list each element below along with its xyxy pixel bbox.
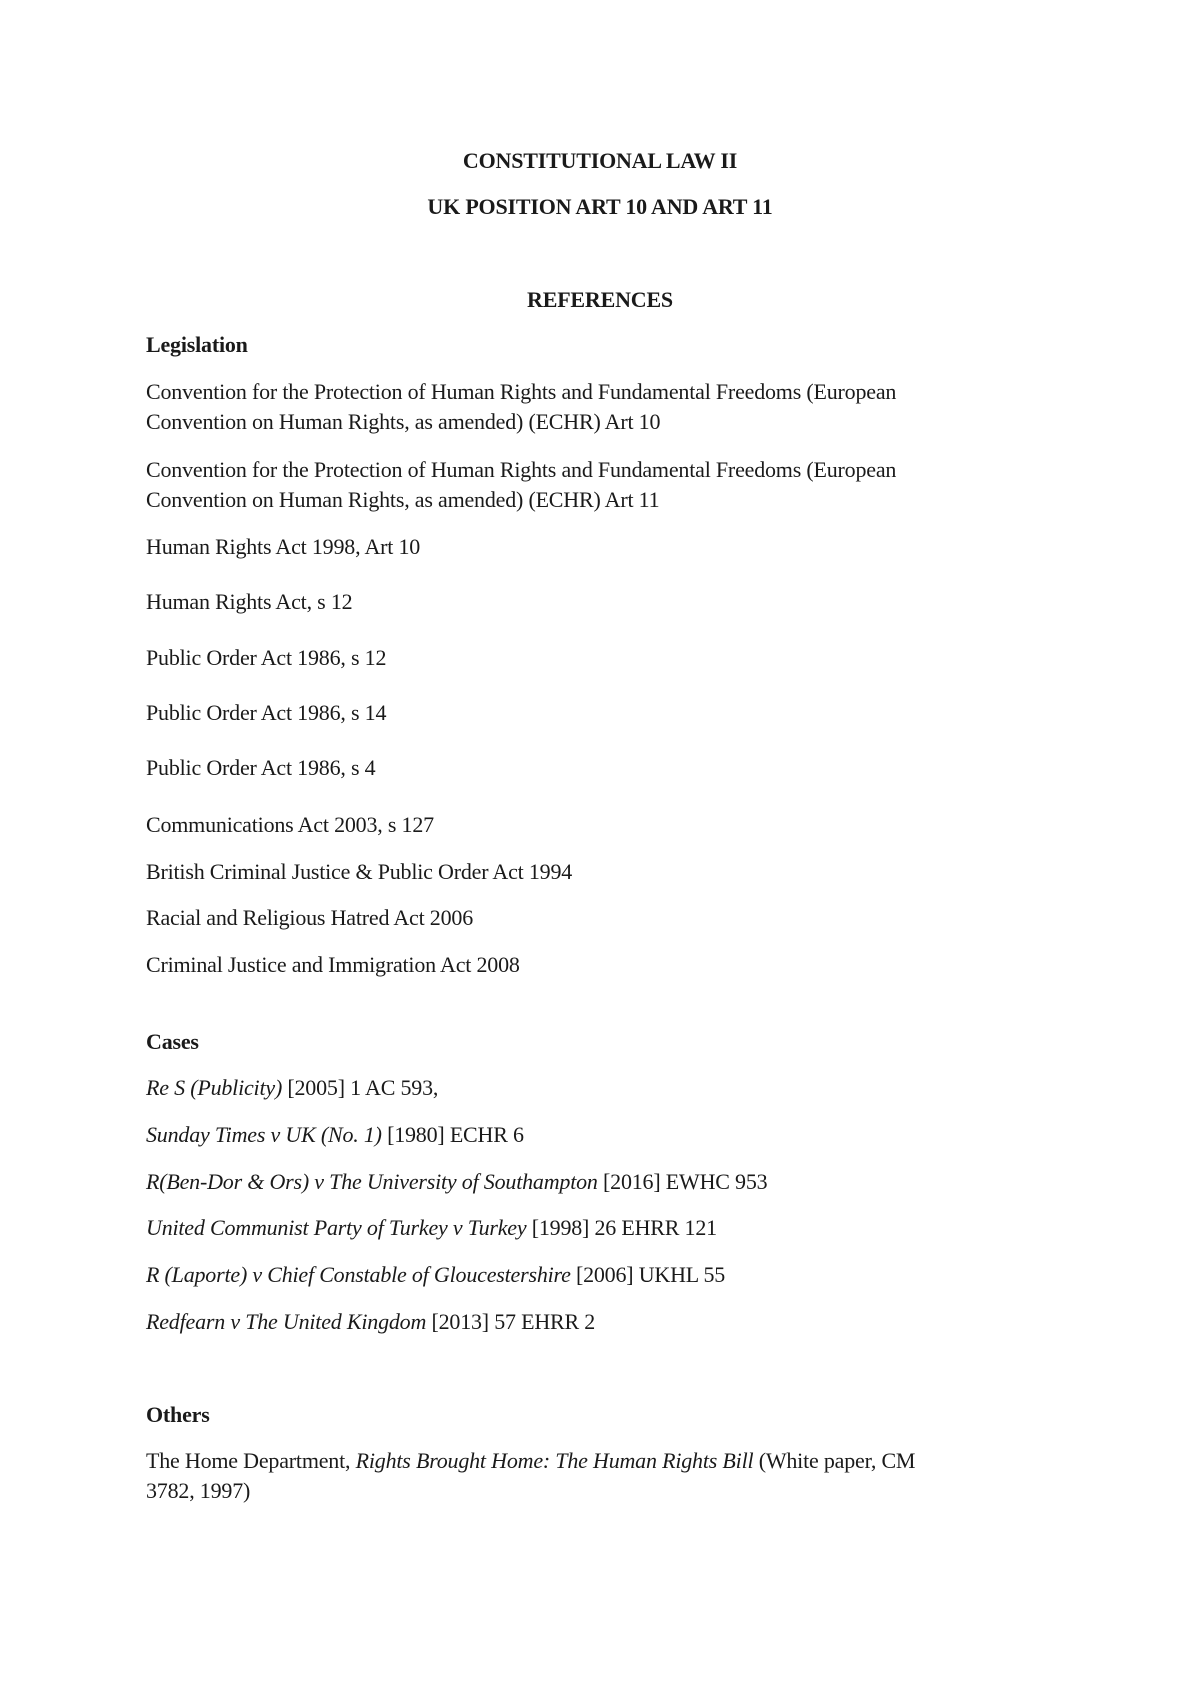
references-heading: REFERENCES xyxy=(527,287,673,312)
case-name: United Communist Party of Turkey v Turkey xyxy=(146,1215,527,1240)
case-item xyxy=(146,1260,725,1290)
legislation-item: Public Order Act 1986, s 4 xyxy=(146,755,376,780)
case-citation: [1998] 26 EHRR 121 xyxy=(526,1215,717,1240)
others-title: Rights Brought Home: The Human Rights Bill xyxy=(355,1448,754,1473)
legislation-item-line: Convention for the Protection of Human Rights and Fundamental Freedoms (European xyxy=(146,379,897,404)
legislation-item-line: Convention on Human Rights, as amended) (ECHR) Art 11 xyxy=(146,487,660,512)
legislation-item: Human Rights Act, s 12 xyxy=(146,589,353,614)
case-item xyxy=(146,1213,717,1243)
case-citation: [2013] 57 EHRR 2 xyxy=(426,1309,596,1334)
case-citation: [2006] UKHL 55 xyxy=(570,1262,726,1287)
others-heading: Others xyxy=(146,1402,210,1427)
case-name: R (Laporte) v Chief Constable of Gloucestershire xyxy=(146,1262,571,1287)
case-name: R(Ben-Dor & Ors) v The University of Southampton xyxy=(146,1169,598,1194)
case-citation: [2005] 1 AC 593, xyxy=(282,1075,439,1100)
case-item xyxy=(146,1120,524,1150)
legislation-item: Public Order Act 1986, s 14 xyxy=(146,700,387,725)
legislation-item: Human Rights Act 1998, Art 10 xyxy=(146,534,421,559)
legislation-item: Criminal Justice and Immigration Act 2008 xyxy=(146,952,520,977)
legislation-item: Public Order Act 1986, s 12 xyxy=(146,645,387,670)
others-prefix: The Home Department, xyxy=(146,1448,356,1473)
case-name: Sunday Times v UK (No. 1) xyxy=(146,1122,382,1147)
legislation-heading: Legislation xyxy=(146,332,248,357)
legislation-item-line: Convention on Human Rights, as amended) (ECHR) Art 10 xyxy=(146,409,661,434)
case-item xyxy=(146,1307,595,1337)
others-suffix: (White paper, CM xyxy=(753,1448,916,1473)
document-subtitle: UK POSITION ART 10 AND ART 11 xyxy=(427,194,773,219)
document-title: CONSTITUTIONAL LAW II xyxy=(462,148,738,173)
others-item-line xyxy=(146,1446,915,1476)
legislation-item: British Criminal Justice & Public Order Act 1994 xyxy=(146,859,573,884)
others-item-line: 3782, 1997) xyxy=(146,1478,251,1503)
legislation-item: Racial and Religious Hatred Act 2006 xyxy=(146,905,474,930)
case-citation: [1980] ECHR 6 xyxy=(381,1122,524,1147)
case-name: Redfearn v The United Kingdom xyxy=(146,1309,427,1334)
case-item xyxy=(146,1167,767,1197)
case-item xyxy=(146,1073,438,1103)
legislation-item-line: Convention for the Protection of Human Rights and Fundamental Freedoms (European xyxy=(146,457,897,482)
case-citation: [2016] EWHC 953 xyxy=(597,1169,768,1194)
cases-heading: Cases xyxy=(146,1029,199,1054)
legislation-item: Communications Act 2003, s 127 xyxy=(146,812,434,837)
case-name: Re S (Publicity) xyxy=(146,1075,283,1100)
